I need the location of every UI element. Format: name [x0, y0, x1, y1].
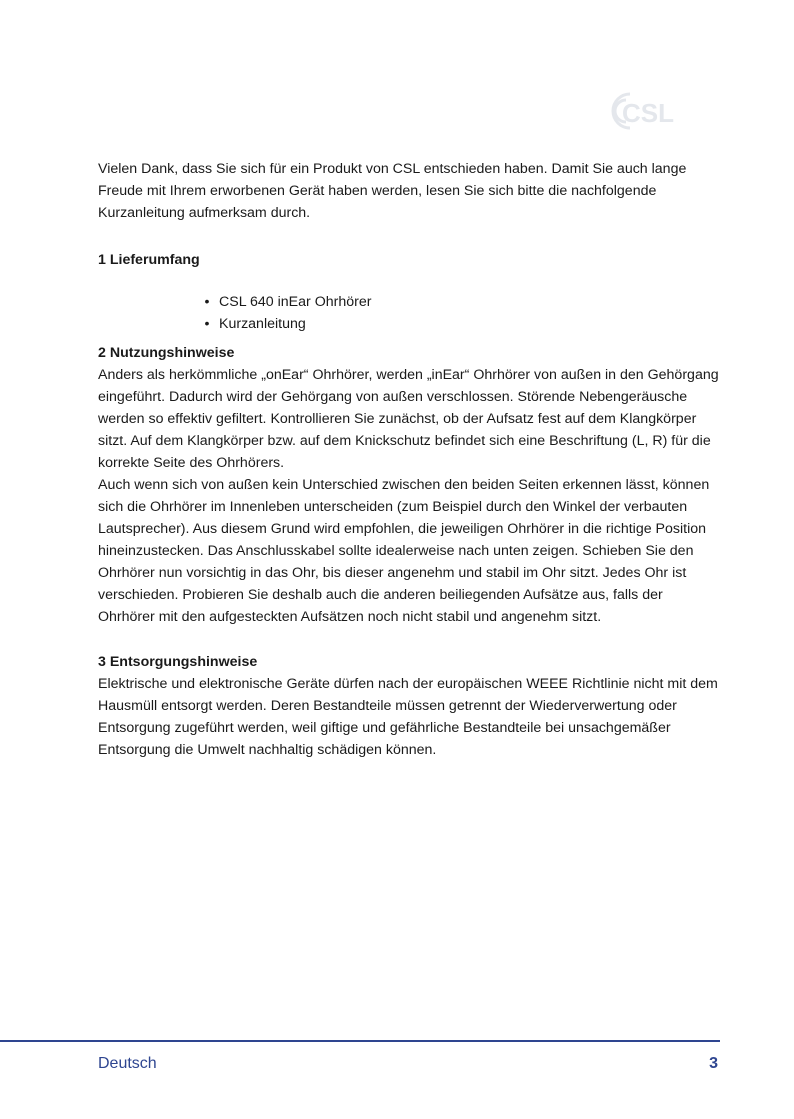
intro-paragraph: Vielen Dank, dass Sie sich für ein Produkt von CSL entschieden haben. Damit Sie auch lange Freude mit Ihrem erworbenen Gerät haben werden, lesen Sie sich bitte die nachfolgende Kurzanleitung aufmerksam durch. — [98, 161, 687, 221]
entsorgung-paragraph: Elektrische und elektronische Geräte dürfen nach der europäischen WEEE Richtlinie nicht mit dem Hausmüll entsorgt werden. Deren Bestandteile müssen getrennt der Wiederverwertung oder Entsorgung zugeführt werden, weil giftige und gefährliche Bestandteile bei unsachgemäßer Entsorgung die Umwelt nachhaltig schädigen können. — [98, 676, 718, 758]
document-body — [98, 158, 720, 761]
heading-nutzungshinweise: 2 Nutzungshinweise — [98, 345, 235, 361]
nutzung-paragraph-1: Anders als herkömmliche „onEar“ Ohrhörer, werden „inEar“ Ohrhörer von außen in den Gehörgang eingeführt. Dadurch wird der Gehörgang von außen verschlossen. Störende Nebengeräusche werden so effektiv gefiltert. Kontrollieren Sie zunächst, ob der Aufsatz fest auf dem Klangkörper sitzt. Auf dem Klangkörper bzw. auf dem Knickschutz befindet sich eine Beschriftung (L, R) für die korrekte Seite des Ohrhörers. — [98, 367, 719, 471]
heading-entsorgungshinweise: 3 Entsorgungshinweise — [98, 654, 258, 670]
logo-text: CSL — [622, 98, 674, 128]
nutzung-paragraph-2: Auch wenn sich von außen kein Unterschied zwischen den beiden Seiten erkennen lässt, können sich die Ohrhörer im Innenleben unterscheiden (zum Beispiel durch den Winkel der verbauten Lautsprecher). Aus diesem Grund wird empfohlen, die jeweiligen Ohrhörer in die richtige Position hineinzustecken. Das Anschlusskabel sollte idealerweise nach unten zeigen. Schieben Sie den Ohrhörer nun vorsichtig in das Ohr, bis dieser angenehm und stabil im Ohr sitzt. Jedes Ohr ist verschieden. Probieren Sie deshalb auch die anderen beiliegenden Aufsätze aus, falls der Ohrhörer mit den aufgesteckten Aufsätzen noch nicht stabil und angenehm sitzt. — [98, 477, 710, 625]
bullet-icon: • — [204, 294, 210, 310]
lieferumfang-list — [98, 291, 720, 335]
page-number: 3 — [709, 1055, 718, 1072]
list-item: • Kurzanleitung — [202, 313, 720, 335]
list-item: • CSL 640 inEar Ohrhörer — [202, 291, 720, 313]
bullet-icon: • — [204, 316, 210, 332]
footer-language: Deutsch — [98, 1055, 157, 1072]
heading-lieferumfang: 1 Lieferumfang — [98, 252, 200, 268]
footer-divider — [0, 1040, 720, 1042]
csl-logo — [608, 88, 714, 134]
